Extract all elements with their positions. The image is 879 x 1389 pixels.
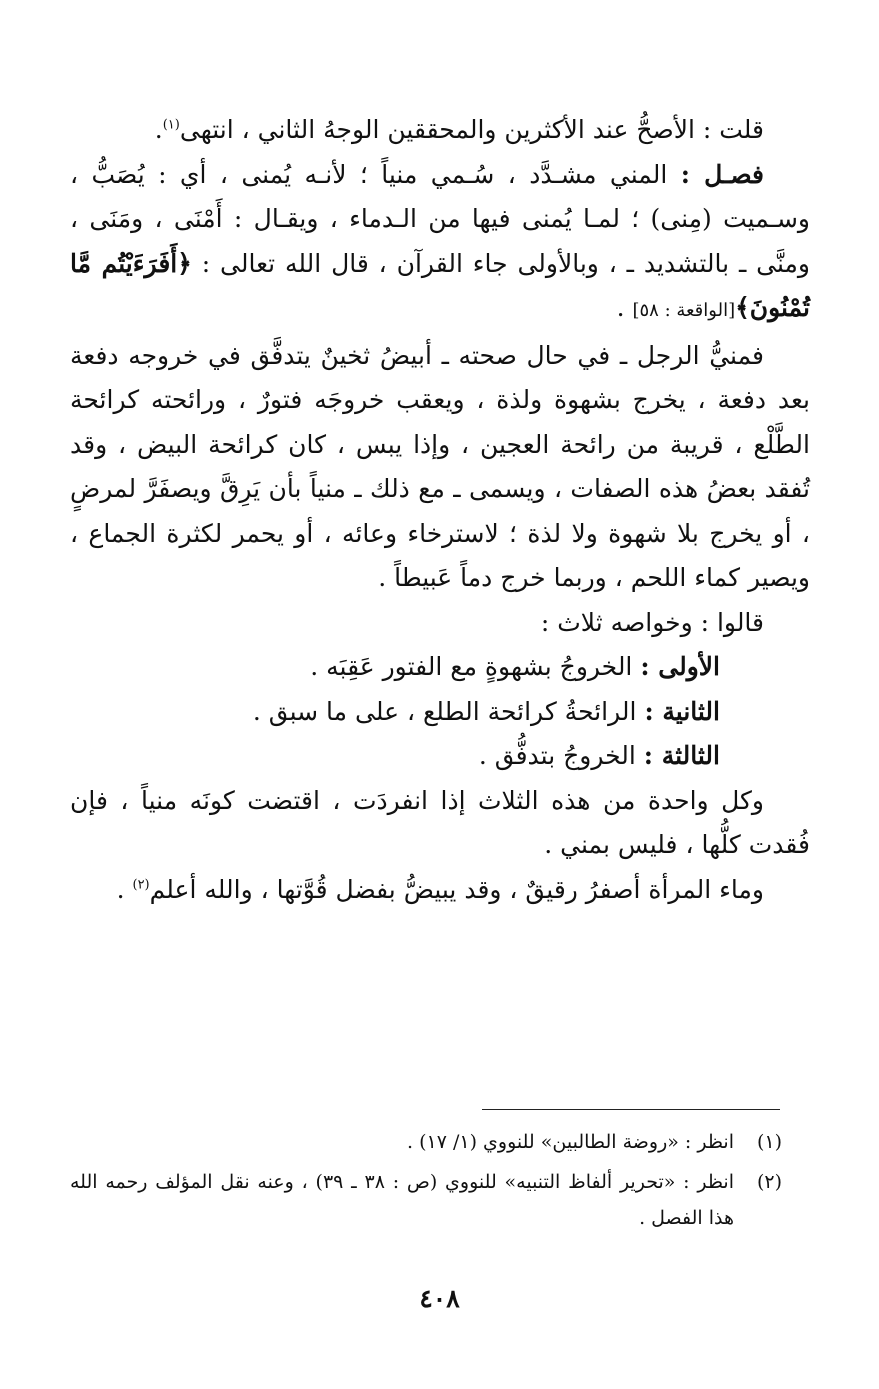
property-item-1 [70,645,810,690]
paragraph-2 [70,153,810,334]
property-item-3 [70,734,810,779]
footnotes [70,1124,782,1240]
footnote-divider [482,1109,780,1110]
page-number: ٤٠٨ [419,1284,460,1313]
paragraph-5: وكل واحدة من هذه الثلاث إذا انفردَت ، اقتضت كونَه منياً ، فإن فُقدت كلُّها ، فليس بمني . [70,785,810,859]
footnote-number-2: (٢) [756,1171,782,1193]
property-item-2 [70,690,810,735]
footnote-1 [70,1124,782,1160]
property-label-2: الثانية : [644,696,720,726]
paragraph-2-end: . [616,293,633,322]
paragraph-1 [70,108,810,153]
paragraph-2-text: المني مشـدَّد ، سُـمي منياً ؛ لأنـه يُمنى ، أي : يُصَبُّ ، وسـميت (مِنى) ؛ لمـا يُمنى فيها من الـدماء ، ويقـال : أَمْنَى ، ومَنَى ، ومنَّى ـ بالتشديد ـ ، وبالأولى جاء القرآن ، قال الله تعالى : [70,159,810,278]
property-text-1: الخروجُ بشهوةٍ مع الفتور عَقِبَه . [310,652,641,681]
footnote-2 [70,1164,782,1236]
quran-open-bracket: ﴿ [177,248,192,278]
paragraph-6-text: وماء المرأة أصفرُ رقيقٌ ، وقد يبيضُّ بفضل قُوَّتها ، والله أعلم [149,874,764,904]
footnote-number-1: (١) [756,1131,782,1153]
footnote-text-2: انظر : «تحرير ألفاظ التنبيه» للنووي (ص : ٣٨ ـ ٣٩) ، وعنه نقل المؤلف رحمه الله هذا الفصل . [70,1171,734,1229]
paragraph-4: قالوا : وخواصه ثلاث : [540,607,764,637]
verse-reference: [الواقعة : ٥٨] [632,300,736,321]
section-heading: فصـل : [680,159,764,189]
property-label-3: الثالثة : [643,741,720,770]
property-label-1: الأولى : [640,652,720,681]
paragraph-6 [70,868,810,913]
property-text-3: الخروجُ بتدفُّق . [478,741,644,770]
quran-close-bracket: ﴾ [735,293,750,322]
quran-verse: أَفَرَءَيْتُم مَّا تُمْنُونَ [70,248,810,322]
footnote-ref-1[interactable]: (١) [162,117,180,133]
paragraph-1-text: قلت : الأصحُّ عند الأكثرين والمحققين الوجهُ الثاني ، انتهى [179,115,764,144]
paragraph-6-end: . [116,874,133,904]
paragraph-1-end: . [154,115,163,144]
paragraph-3: فمنيُّ الرجل ـ في حال صحته ـ أبيضُ ثخينٌ يتدفَّق في خروجه دفعة بعد دفعة ، يخرج بشهوة ولذة ، ويعقب خروجَه فتورٌ ، ورائحته كرائحة الطَّلْع ، قريبة من رائحة العجين ، وإذا يبس ، كان كرائحة البيض ، وقد تُفقد بعضُ هذه الصفات ، ويسمى ـ مع ذلك ـ منياً بأن يَرِقَّ ويصفَرَّ لمرضٍ ، أو يخرج بلا شهوة ولا لذة ؛ لاسترخاء وعائه ، أو يحمر لكثرة الجماع ، ويصير كماء اللحم ، وربما خرج دماً عَبيطاً . [70,340,810,592]
property-text-2: الرائحةُ كرائحة الطلع ، على ما سبق . [252,696,645,726]
footnote-ref-2[interactable]: (٢) [132,877,150,893]
main-text [70,108,810,912]
footnote-text-1: انظر : «روضة الطالبين» للنووي (١/ ١٧) . [407,1131,734,1153]
